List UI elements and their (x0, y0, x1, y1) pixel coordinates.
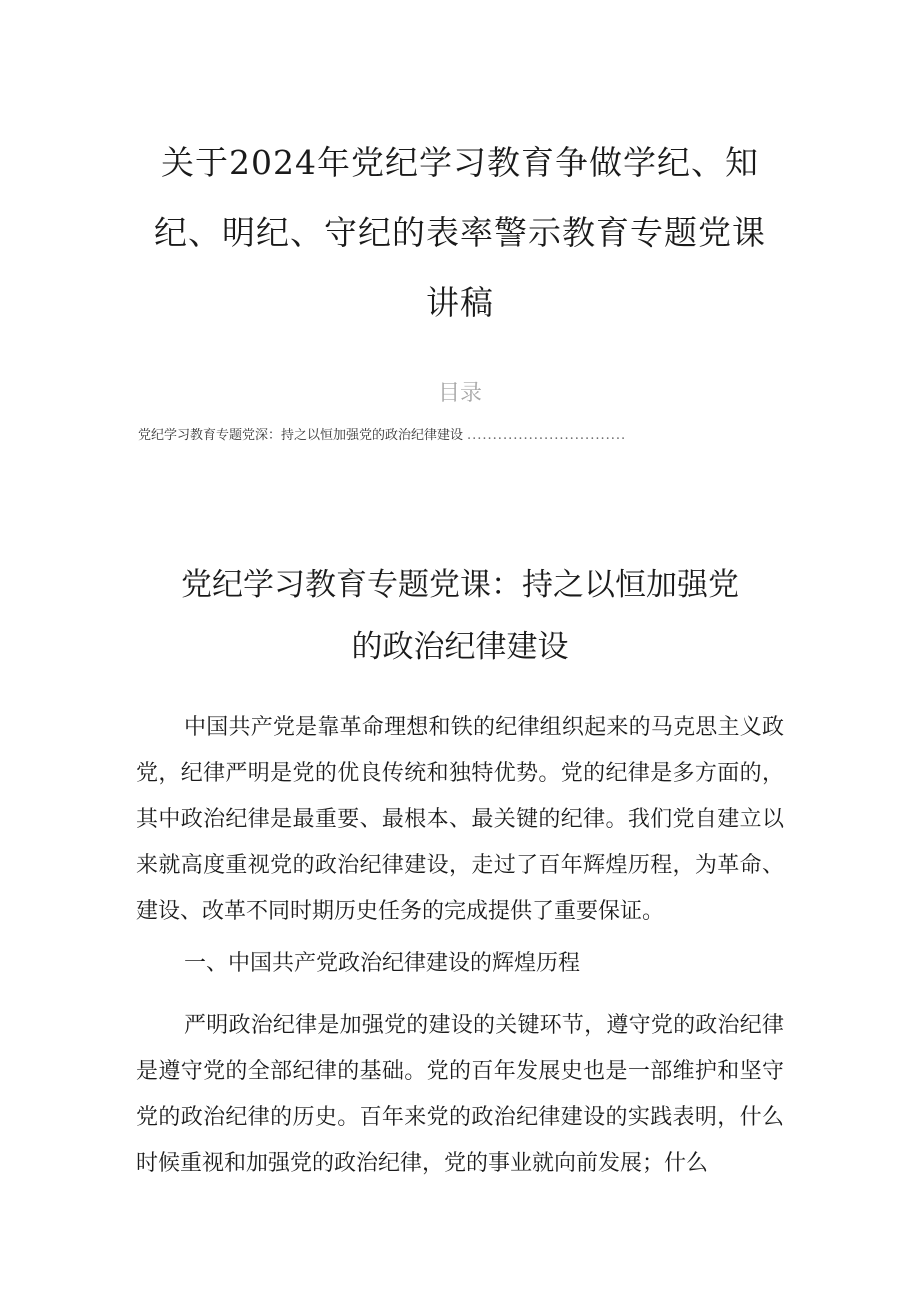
document-title-line-2: 纪、明纪、守纪的表率警示教育专题党课 (154, 213, 766, 252)
document-title-line-3: 讲稿 (426, 283, 494, 322)
paragraph-intro: 中国共产党是靠革命理想和铁的纪律组织起来的马克思主义政党，纪律严明是党的优良传统和独特优势。党的纪律是多方面的，其中政治纪律是最重要、最根本、最关键的纪律。我们党自建立以来就高度重视党的政治纪律建设，走过了百年辉煌历程，为革命、建设、改革不同时期历史任务的完成提供了重要保证。 (136, 715, 784, 924)
toc-entry-text: 党纪学习教育专题党深：持之以恒加强党的政治纪律建设 (138, 428, 464, 443)
paragraph-history: 严明政治纪律是加强党的建设的关键环节，遵守党的政治纪律是遵守党的全部纪律的基础。党的百年发展史也是一部维护和坚守党的政治纪律的历史。百年来党的政治纪律建设的实践表明，什么时候重视和加强党的政治纪律，党的事业就向前发展；什么 (136, 1013, 784, 1176)
document-title (110, 128, 810, 338)
toc-entry-leader: ............................... (467, 428, 627, 443)
section-title-line-1: 党纪学习教育专题党课：持之以恒加强党 (181, 567, 739, 603)
toc-heading: 目录 (437, 381, 482, 406)
document-title-line-1: 关于2024年党纪学习教育争做学纪、知 (161, 143, 759, 182)
section-title (110, 554, 810, 678)
toc-entry[interactable] (138, 426, 778, 446)
section-title-line-2: 的政治纪律建设 (351, 629, 569, 665)
subheading-history: 一、中国共产党政治纪律建设的辉煌历程 (184, 951, 581, 976)
